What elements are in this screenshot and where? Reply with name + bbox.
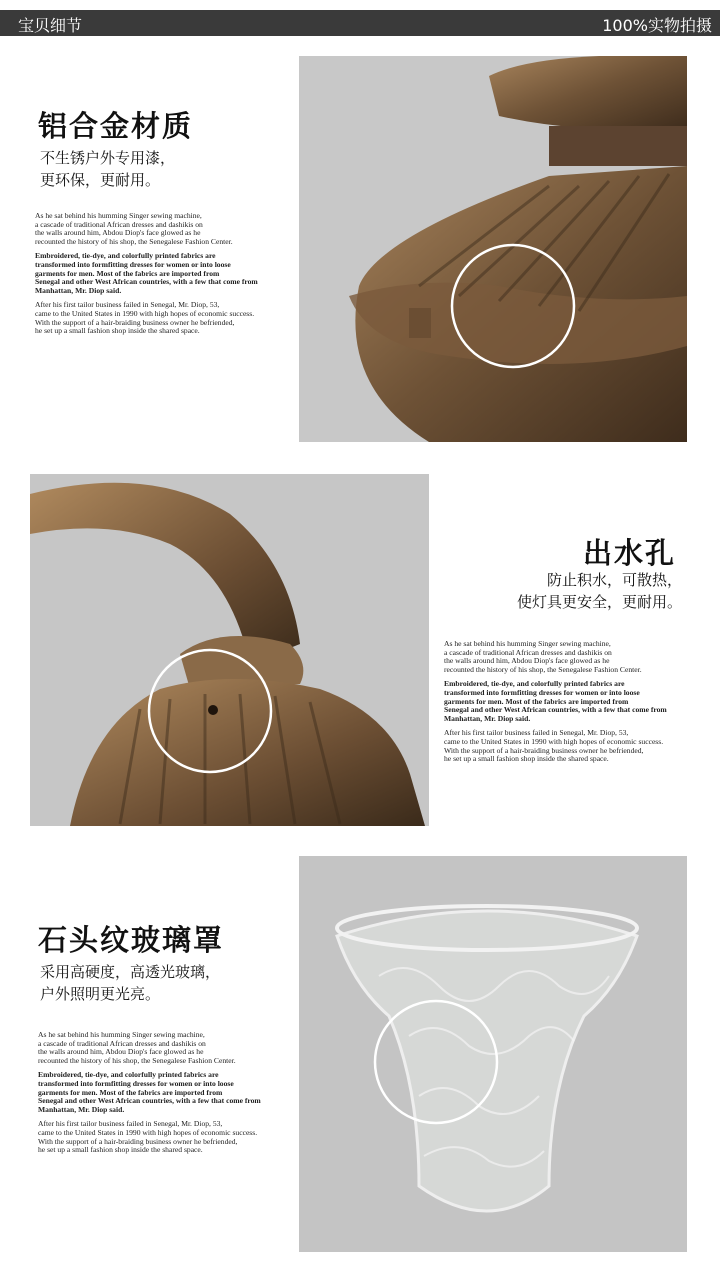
paragraph: After his first tailor business failed in Senegal, Mr. Diop, 53, came to the United States in 1990 with high hopes of economic success. With the support of a hair-braiding business owner he befriended, he set up a small fashion shop inside the shared space. [38, 1119, 258, 1155]
section-3-subtitle-line1: 采用高硬度，高透光玻璃， [40, 963, 221, 981]
section-1-subtitle-line2: 更环保，更耐用。 [40, 171, 161, 189]
paragraph: As he sat behind his humming Singer sewing machine, a cascade of traditional African dresses and dashikis on the walls around him, Abdou Diop's face glowed as he recounted the history of his shop, the Senegalese Fashion Center. [38, 1030, 236, 1065]
section-3-body [38, 1031, 261, 1161]
section-1-body [35, 212, 258, 342]
banner-title: 宝贝细节 [18, 16, 83, 35]
section-3-subtitle [40, 961, 220, 1005]
section-3-title: 石头纹玻璃罩 [38, 923, 225, 957]
photo-drain-hole [30, 474, 429, 826]
paragraph: As he sat behind his humming Singer sewing machine, a cascade of traditional African dresses and dashikis on the walls around him, Abdou Diop's face glowed as he recounted the history of his shop, the Senegalese Fashion Center. [444, 639, 642, 674]
section-2-title: 出水孔 [582, 536, 676, 570]
paragraph: Embroidered, tie-dye, and colorfully printed fabrics are transformed into formfitting dresses for women or into loose garments for men. Most of the fabrics are imported from Senegal and other West African countries, with a few that come from Manhattan, Mr. Diop said. [38, 1070, 261, 1114]
photo-aluminum-cap [299, 56, 687, 442]
section-1-subtitle [40, 147, 175, 191]
paragraph: After his first tailor business failed in Senegal, Mr. Diop, 53, came to the United States in 1990 with high hopes of economic success. With the support of a hair-braiding business owner he befriended, he set up a small fashion shop inside the shared space. [444, 728, 664, 764]
top-banner [0, 10, 720, 36]
paragraph: As he sat behind his humming Singer sewing machine, a cascade of traditional African dresses and dashikis on the walls around him, Abdou Diop's face glowed as he recounted the history of his shop, the Senegalese Fashion Center. [35, 211, 233, 246]
paragraph: After his first tailor business failed in Senegal, Mr. Diop, 53, came to the United States in 1990 with high hopes of economic success. With the support of a hair-braiding business owner he befriended, he set up a small fashion shop inside the shared space. [35, 300, 255, 336]
section-2-subtitle-line2: 使灯具更安全，更耐用。 [516, 593, 682, 611]
section-2-subtitle [517, 569, 682, 613]
paragraph: Embroidered, tie-dye, and colorfully printed fabrics are transformed into formfitting dresses for women or into loose garments for men. Most of the fabrics are imported from Senegal and other West African countries, with a few that come from Manhattan, Mr. Diop said. [35, 251, 258, 295]
banner-tagline: 100%实物拍摄 [602, 16, 712, 35]
section-1-subtitle-line1: 不生锈户外专用漆， [40, 149, 176, 167]
photo-glass-shade [299, 856, 687, 1252]
section-2-body [444, 640, 667, 770]
section-1-title: 铝合金材质 [38, 109, 194, 143]
paragraph: Embroidered, tie-dye, and colorfully printed fabrics are transformed into formfitting dresses for women or into loose garments for men. Most of the fabrics are imported from Senegal and other West African countries, with a few that come from Manhattan, Mr. Diop said. [444, 679, 667, 723]
section-2-subtitle-line1: 防止积水，可散热， [546, 571, 682, 589]
section-3-subtitle-line2: 户外照明更光亮。 [40, 985, 161, 1003]
